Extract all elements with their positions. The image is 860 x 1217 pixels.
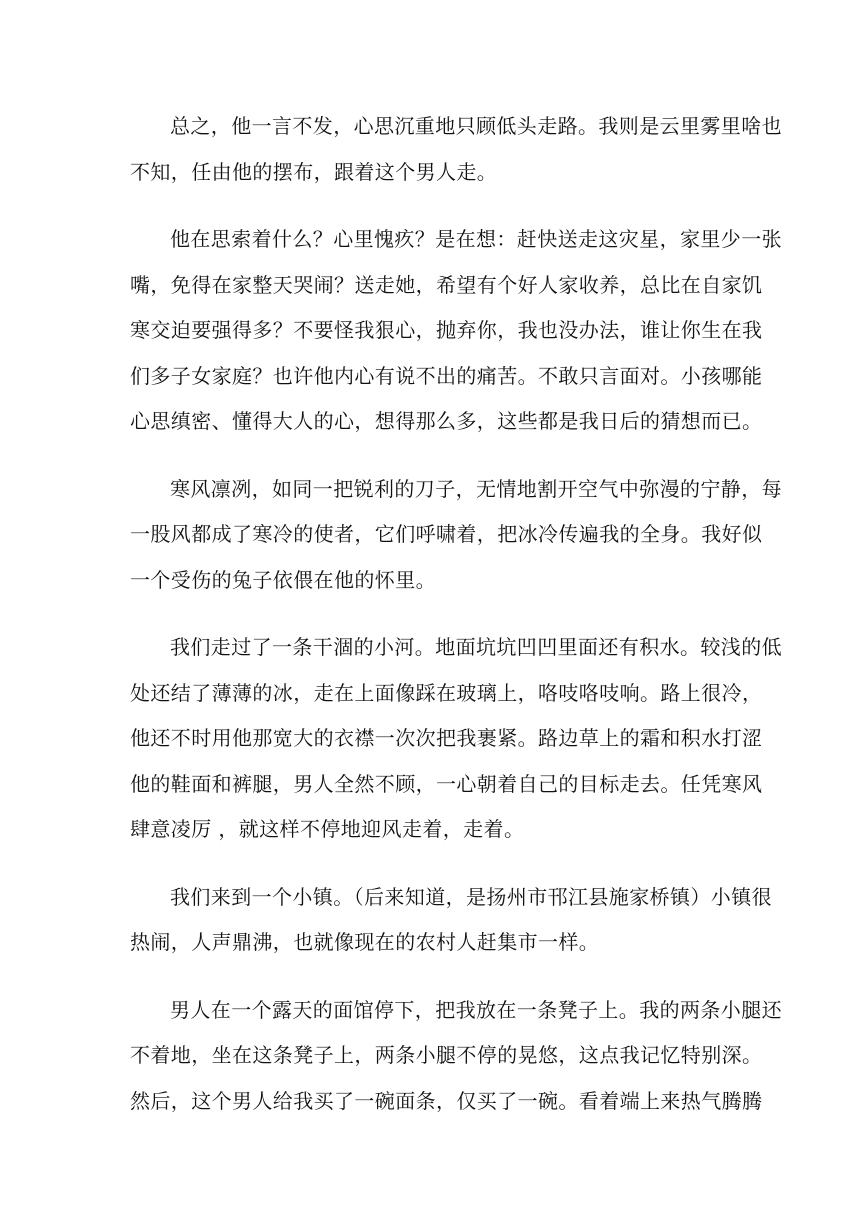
text-line: 他的鞋面和裤腿，男人全然不顾，一心朝着自己的目标走去。任凭寒风 — [130, 771, 763, 796]
text-line: 一个受伤的兔子依偎在他的怀里。 — [130, 567, 436, 592]
text-line: 心思缜密、懂得大人的心，想得那么多，这些都是我日后的猜想而已。 — [130, 409, 763, 433]
text-line: 男人在一个露天的面馆停下，把我放在一条凳子上。我的两条小腿还 — [170, 997, 782, 1022]
paragraph-5 — [130, 875, 772, 966]
text-line: 热闹，人声鼎沸，也就像现在的农村人赶集市一样。 — [130, 930, 600, 954]
text-line: 不知，任由他的摆布，跟着这个男人走。 — [130, 159, 498, 184]
paragraph-1 — [130, 104, 782, 195]
text-line: 总之，他一言不发，心思沉重地只顾低头走路。我则是云里雾里啥也 — [170, 114, 782, 138]
text-line: 寒风凛冽，如同一把锐利的刀子，无情地割开空气中弥漫的宁静，每 — [170, 476, 782, 501]
text-line: 肆意凌厉 ，就这样不停地迎风走着，走着。 — [130, 817, 525, 841]
text-line: 嘴，免得在家整天哭闹？送走她，希望有个好人家收养，总比在自家饥 — [130, 272, 763, 297]
paragraph-2 — [130, 217, 782, 445]
paragraph-6 — [130, 988, 782, 1125]
text-line: 他在思索着什么？心里愧疚？是在想：赶快送走这灾星，家里少一张 — [170, 227, 782, 251]
text-line: 我们来到一个小镇。（后来知道，是扬州市邗江县施家桥镇）小镇很 — [170, 884, 772, 909]
text-line: 寒交迫要强得多？不要怪我狠心，抛弃你，我也没办法，谁让你生在我 — [130, 318, 763, 342]
text-line: 处还结了薄薄的冰，走在上面像踩在玻璃上，咯吱咯吱响。路上很冷， — [130, 680, 763, 705]
text-line: 我们走过了一条干涸的小河。地面坑坑凹凹里面还有积水。较浅的低 — [170, 635, 782, 659]
text-line: 们多子女家庭？也许他内心有说不出的痛苦。不敢只言面对。小孩哪能 — [130, 363, 763, 388]
text-line: 一股风都成了寒冷的使者，它们呼啸着，把冰冷传遍我的全身。我好似 — [130, 522, 763, 546]
paragraph-3 — [130, 467, 782, 604]
text-line: 他还不时用他那宽大的衣襟一次次把我裹紧。路边草上的霜和积水打涩 — [130, 726, 763, 750]
text-line: 然后，这个男人给我买了一碗面条，仅买了一碗。看着端上来热气腾腾 — [130, 1088, 763, 1113]
text-line: 不着地，坐在这条凳子上，两条小腿不停的晃悠，这点我记忆特别深。 — [130, 1043, 763, 1067]
paragraph-4 — [130, 625, 782, 853]
